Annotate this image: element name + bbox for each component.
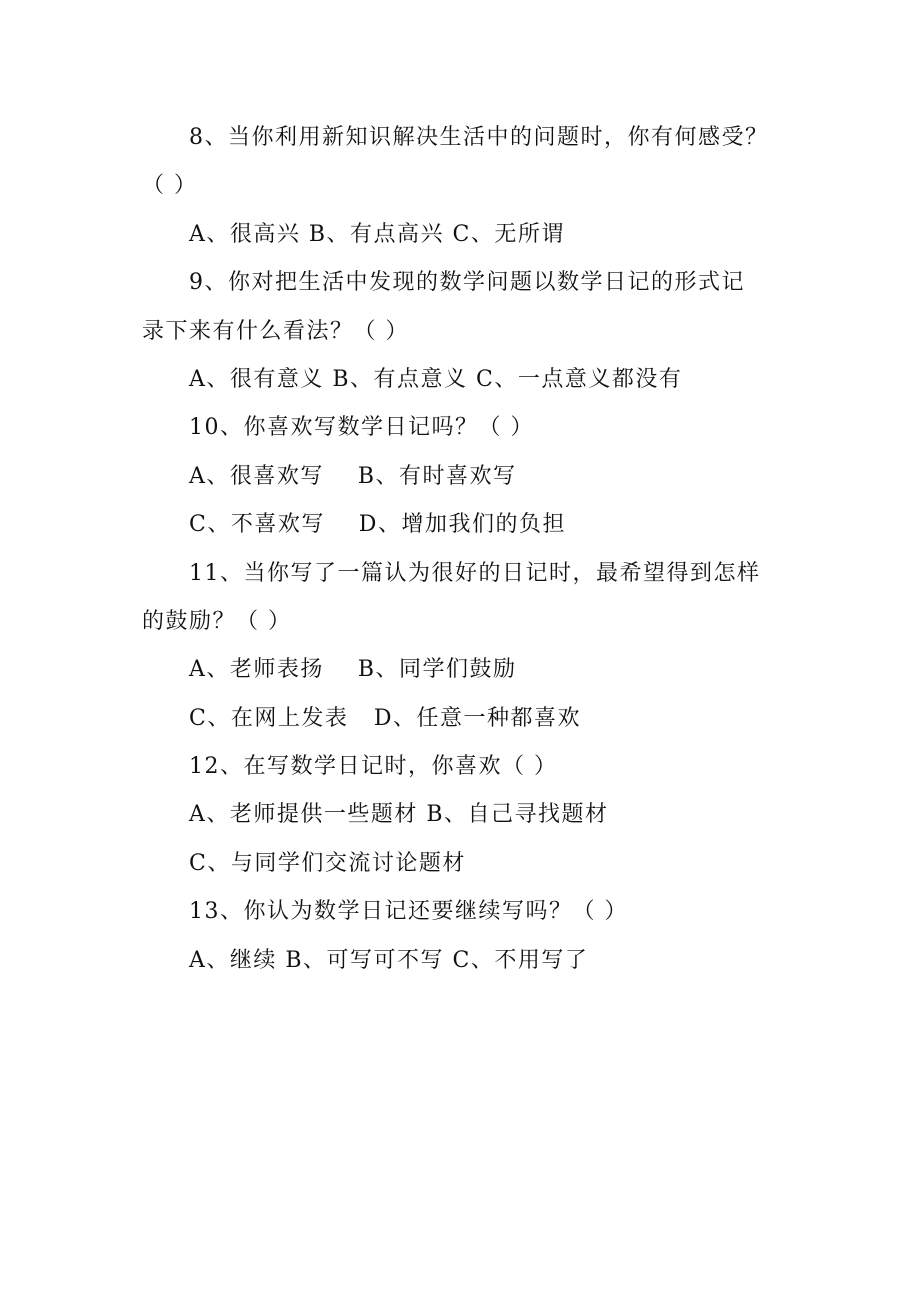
q12-line: 12、在写数学日记时，你喜欢（ ）: [189, 754, 558, 780]
survey-text: [142, 114, 792, 985]
q13-options: A、继续 B、可写可不写 C、不用写了: [189, 947, 589, 973]
q9-options: A、很有意义 B、有点意义 C、一点意义都没有: [189, 366, 683, 392]
q8-line1: 8、当你利用新知识解决生活中的问题时，你有何感受？: [189, 125, 769, 150]
q10-line: 10、你喜欢写数学日记吗？（ ）: [189, 415, 534, 441]
q9-line2: 录下来有什么看法？（ ）: [142, 318, 409, 344]
q11-options-cd: C、在网上发表 D、任意一种都喜欢: [189, 705, 581, 731]
q9-line1: 9、你对把生活中发现的数学问题以数学日记的形式记: [189, 270, 745, 296]
q11-options-ab: A、老师表扬 B、同学们鼓励: [189, 657, 517, 683]
q10-options-ab: A、很喜欢写 B、有时喜欢写: [189, 463, 517, 489]
q8-options: A、很高兴 B、有点高兴 C、无所谓: [189, 221, 565, 247]
q11-line1: 11、当你写了一篇认为很好的日记时，最希望得到怎样: [189, 560, 761, 586]
q11-line2: 的鼓励？（ ）: [142, 608, 292, 634]
q13-line: 13、你认为数学日记还要继续写吗？（ ）: [189, 899, 628, 925]
q12-options-c: C、与同学们交流讨论题材: [189, 850, 466, 876]
q8-line2: （ ）: [142, 173, 198, 199]
q12-options-ab: A、老师提供一些题材 B、自己寻找题材: [189, 802, 609, 828]
q10-options-cd: C、不喜欢写 D、增加我们的负担: [189, 512, 566, 538]
